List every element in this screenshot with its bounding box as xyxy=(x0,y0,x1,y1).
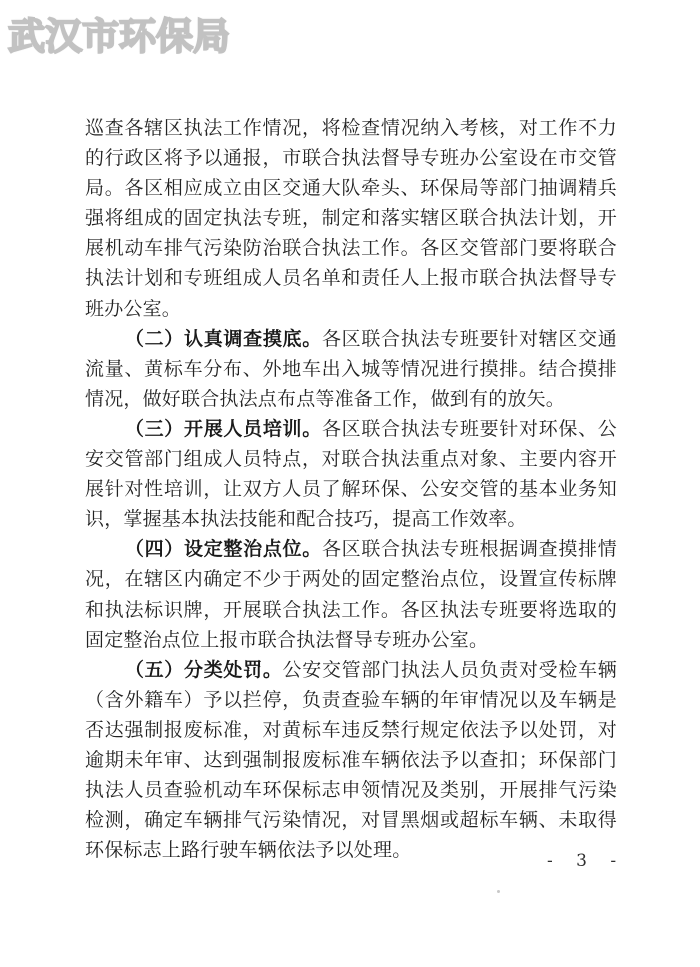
agency-watermark: 武汉市环保局 xyxy=(8,15,230,58)
paragraph-text: 各区联合执法专班要针对辖区交通流量、黄标车分布、外地车出入城等情况进行摸排。结合摸排情况，做好联合执法点布点等准备工作，做到有的放矢。 xyxy=(85,328,617,410)
paragraph-text: 公安交管部门执法人员负责对受检车辆（含外籍车）予以拦停，负责查验车辆的年审情况以及车辆是否达强制报废标准，对黄标车违反禁行规定依法予以处罚，对逾期未年审、达到强制报废标准车辆依法予以查扣；环保部门执法人员查验机动车环保标志申领情况及类别，开展排气污染检测，确定车辆排气污染情况，对冒黑烟或超标车辆、未取得环保标志上路行驶车辆依法予以处理。 xyxy=(85,659,617,862)
paragraph-text: 各区联合执法专班要针对环保、公安交管部门组成人员特点，对联合执法重点对象、主要内容开展针对性培训，让双方人员了解环保、公安交管的基本业务知识，掌握基本执法技能和配合技巧，提高工作效率。 xyxy=(85,418,617,531)
page-number: - 3 - xyxy=(547,851,626,871)
paragraph-section-5 xyxy=(85,656,617,867)
section-heading: （四）设定整治点位。 xyxy=(124,539,322,561)
section-heading: （五）分类处罚。 xyxy=(124,659,283,681)
section-heading: （二）认真调查摸底。 xyxy=(124,328,322,350)
section-heading: （三）开展人员培训。 xyxy=(124,418,322,440)
paragraph-section-2 xyxy=(85,325,617,415)
paragraph-continuation xyxy=(85,114,617,325)
document-body xyxy=(85,114,617,866)
paragraph-text: 各区联合执法专班根据调查摸排情况，在辖区内确定不少于两处的固定整治点位，设置宣传标牌和执法标识牌，开展联合执法工作。各区执法专班要将选取的固定整治点位上报市联合执法督导专班办公室。 xyxy=(85,539,617,651)
paragraph-section-3 xyxy=(85,415,617,535)
scan-artifact-dot xyxy=(497,890,500,893)
paragraph-text: 巡查各辖区执法工作情况，将检查情况纳入考核，对工作不力的行政区将予以通报，市联合执法督导专班办公室设在市交管局。各区相应成立由区交通大队牵头、环保局等部门抽调精兵强将组成的固定执法专班，制定和落实辖区联合执法计划，开展机动车排气污染防治联合执法工作。各区交管部门要将联合执法计划和专班组成人员名单和责任人上报市联合执法督导专班办公室。 xyxy=(85,118,617,320)
paragraph-section-4 xyxy=(85,535,617,655)
